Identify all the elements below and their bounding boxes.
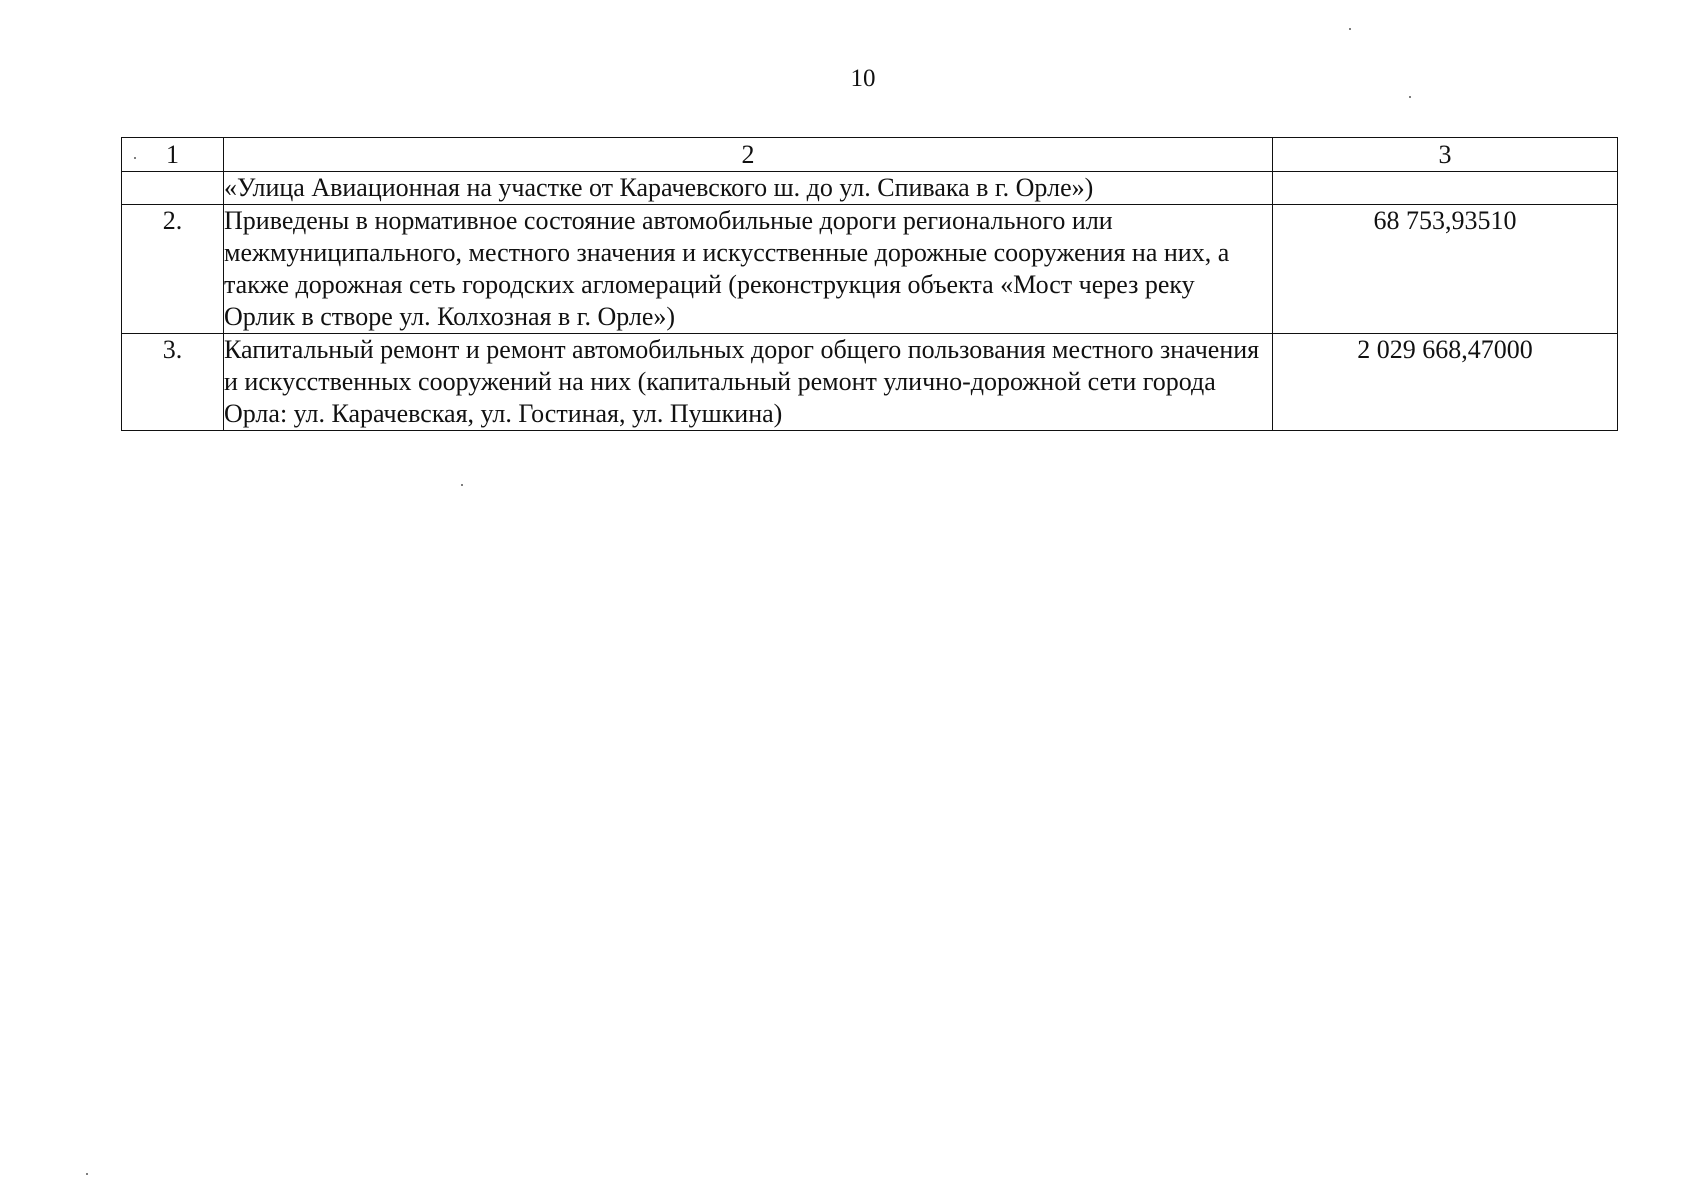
header-cell-1: 1 — [122, 138, 224, 172]
scan-speck — [86, 1173, 88, 1175]
row-amount: 68 753,93510 — [1273, 205, 1618, 334]
row-description: Приведены в нормативное состояние автомобильные дороги регионального или межмуниципального, местного значения и искусственные дорожные сооружения на них, а также дорожная сеть городских агломераций (реконструкция объекта «Мост через реку Орлик в створе ул. Колхозная в г. Орле») — [224, 205, 1273, 334]
row-number — [122, 172, 224, 205]
row-amount — [1273, 172, 1618, 205]
row-amount: 2 029 668,47000 — [1273, 334, 1618, 431]
row-description: «Улица Авиационная на участке от Карачевского ш. до ул. Спивака в г. Орле») — [224, 172, 1273, 205]
table-row — [122, 334, 1618, 431]
row-number: 2. — [122, 205, 224, 334]
header-cell-2: 2 — [224, 138, 1273, 172]
row-number: 3. — [122, 334, 224, 431]
table-row — [122, 172, 1618, 205]
scan-speck — [134, 157, 136, 159]
row-description: Капитальный ремонт и ремонт автомобильных дорог общего пользования местного значения и искусственных сооружений на них (капитальный ремонт улично-дорожной сети города Орла: ул. Карачевская, ул. Гостиная, ул. Пушкина) — [224, 334, 1273, 431]
page-number: 10 — [850, 65, 876, 92]
table-header-row — [122, 138, 1618, 172]
scan-speck — [461, 484, 463, 486]
table-row — [122, 205, 1618, 334]
header-cell-3: 3 — [1273, 138, 1618, 172]
scan-speck — [1409, 96, 1411, 98]
budget-table — [121, 137, 1618, 431]
scan-speck — [1349, 28, 1351, 30]
